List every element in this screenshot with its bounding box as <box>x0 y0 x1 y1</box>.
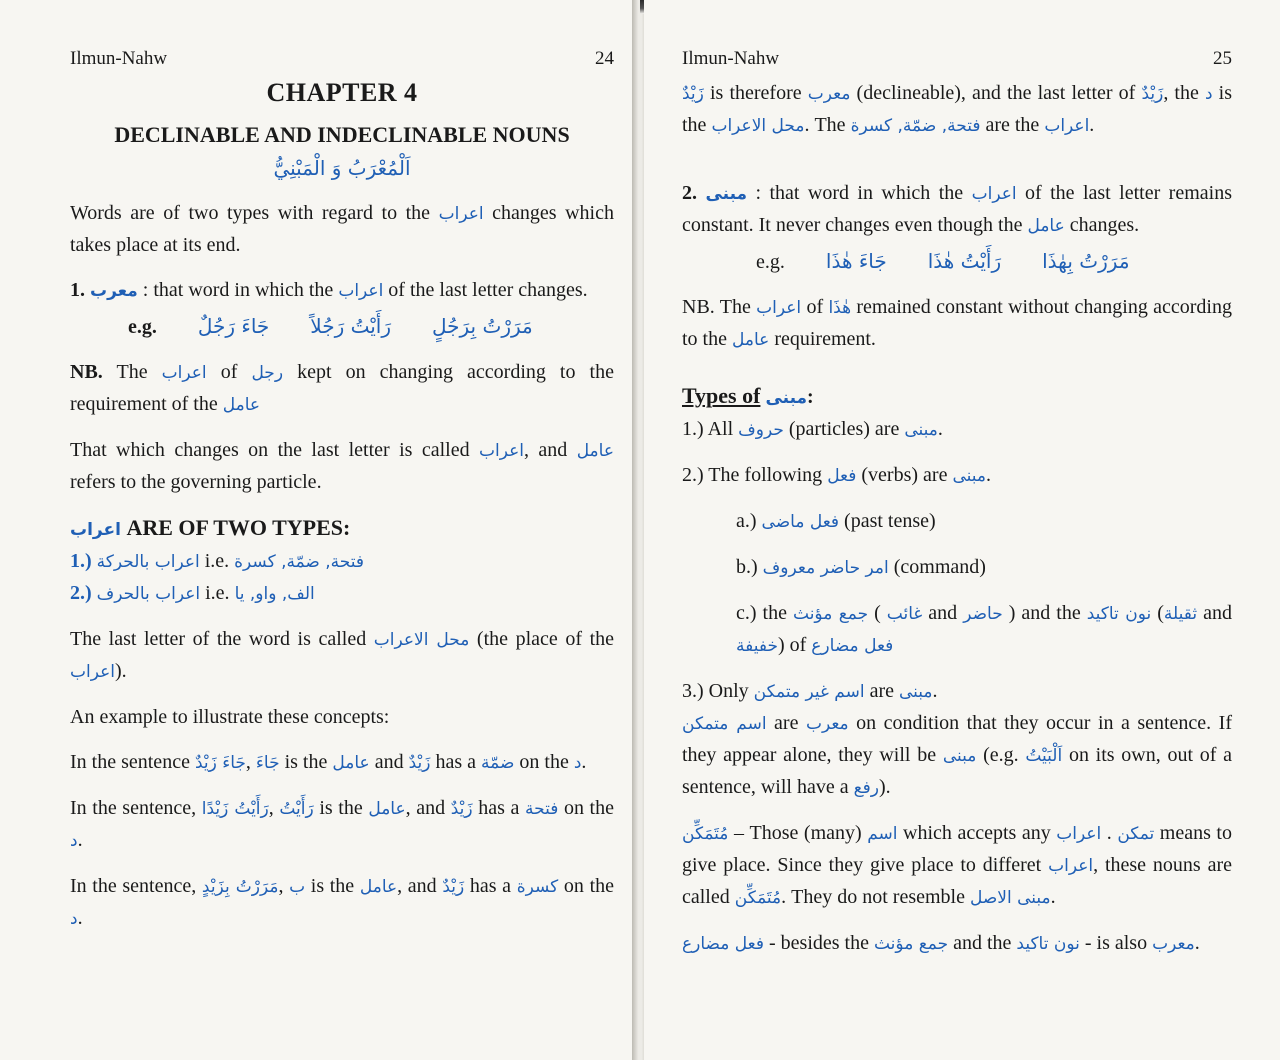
mutamakkin-paragraph: اسم متمكن are معرب on condition that they occur in a sentence. If they appear alone, they will be مبنى (e.g. اَلْبَيْتُ on its own, out of a sentence, will have a رفع). <box>682 712 1232 798</box>
example-row: e.g. جَاءَ رَجُلٌ رَأَيْتُ رَجُلاً مَرَرْتُ بِرَجُلٍ <box>128 314 533 338</box>
nb-note: NB. The اعراب of رجل kept on changing according to the requirement of the عامل <box>70 361 614 415</box>
definition-mutamakkin: مُتَمَكِّن – Those (many) اسم which accepts any اعراب . تمكن means to give place. Since they give place to differet اعراب, these nouns are called مُتَمَكِّن. They do not resemble مبنى الاصل. <box>682 822 1232 908</box>
chapter-heading: CHAPTER 4 <box>266 78 418 107</box>
page-number: 25 <box>1213 48 1232 69</box>
types-heading: اعراب ARE OF TWO TYPES: <box>70 515 351 540</box>
type-item-2: 2.) اعراب بالحرف i.e. الف, واو, يا <box>70 582 315 604</box>
definition-mabni: 2. مبنى : that word in which the اعراب of the last letter remains constant. It never changes even though the عامل changes. <box>682 182 1232 236</box>
sub-item-a: a.) فعل ماضى (past tense) <box>736 510 936 532</box>
example-intro: An example to illustrate these concepts: <box>70 706 390 728</box>
type-item-2: 2.) The following فعل (verbs) are مبنى. <box>682 464 991 486</box>
types-heading: Types of مبنى: <box>682 383 814 408</box>
right-page-header <box>682 48 1232 70</box>
example-row: e.g. جَاءَ هٰذَا رَأَيْتُ هٰذَا مَرَرْتُ بِهٰذَا <box>756 249 1130 273</box>
sentence-example-3: In the sentence, مَرَرْتُ بِزَيْدٍ, ب is the عامل, and زَيْدٌ has a كسرة on the د. <box>70 875 615 929</box>
definition-mu-rab: 1. معرب : that word in which the اعراب of the last letter changes. <box>70 279 588 301</box>
right-page <box>644 0 1280 1060</box>
running-title: Ilmun-Nahw <box>70 48 168 69</box>
page-number: 24 <box>595 48 614 69</box>
sentence-example-2: In the sentence, رَأَيْتُ زَيْدًا, رَأَيْتُ is the عامل, and زَيْدٌ has a فتحة on the د. <box>70 797 614 851</box>
last-letter-paragraph: The last letter of the word is called محل الاعراب (the place of the اعراب). <box>70 628 614 682</box>
nb-note: NB. The اعراب of هٰذَا remained constant without changing according to the عامل requirement. <box>682 296 1232 350</box>
explanation-paragraph: That which changes on the last letter is called اعراب, and عامل refers to the governing particle. <box>70 439 614 493</box>
intro-paragraph: Words are of two types with regard to the اعراب changes which takes place at its end. <box>70 202 614 256</box>
chapter-title: DECLINABLE AND INDECLINABLE NOUNS <box>114 122 570 147</box>
continuation-paragraph: زَيْدٌ is therefore معرب (declineable), and the last letter of زَيْدٌ, the د is the محل الاعراب. The فتحة, ضمّة, كسرة are the اعراب. <box>682 82 1233 136</box>
arabic-subtitle: اَلْمُعْرَبُ وَ الْمَبْنِيُّ <box>273 156 411 180</box>
sentence-example-1: In the sentence جَاءَ زَيْدٌ, جَاءَ is the عامل and زَيْدٌ has a ضمّة on the د. <box>70 751 587 773</box>
sub-item-c: c.) the جمع مؤنث ( غائب and حاضر ) and the نون تاكيد (ثقيلة and خفيفة) of فعل مضارع <box>736 602 1232 656</box>
left-page-header <box>70 48 614 70</box>
type-item-1: 1.) اعراب بالحركة i.e. فتحة, ضمّة, كسرة <box>70 550 365 572</box>
type-item-1: 1.) All حروف (particles) are مبنى. <box>682 418 943 440</box>
sub-item-b: b.) امر حاضر معروف (command) <box>736 556 986 578</box>
running-title: Ilmun-Nahw <box>682 48 780 69</box>
fil-mudari-note: فعل مضارع - besides the جمع مؤنث and the نون تاكيد - is also معرب. <box>682 932 1200 954</box>
type-item-3: 3.) Only اسم غير متمكن are مبنى. <box>682 680 938 702</box>
left-page <box>0 0 636 1060</box>
